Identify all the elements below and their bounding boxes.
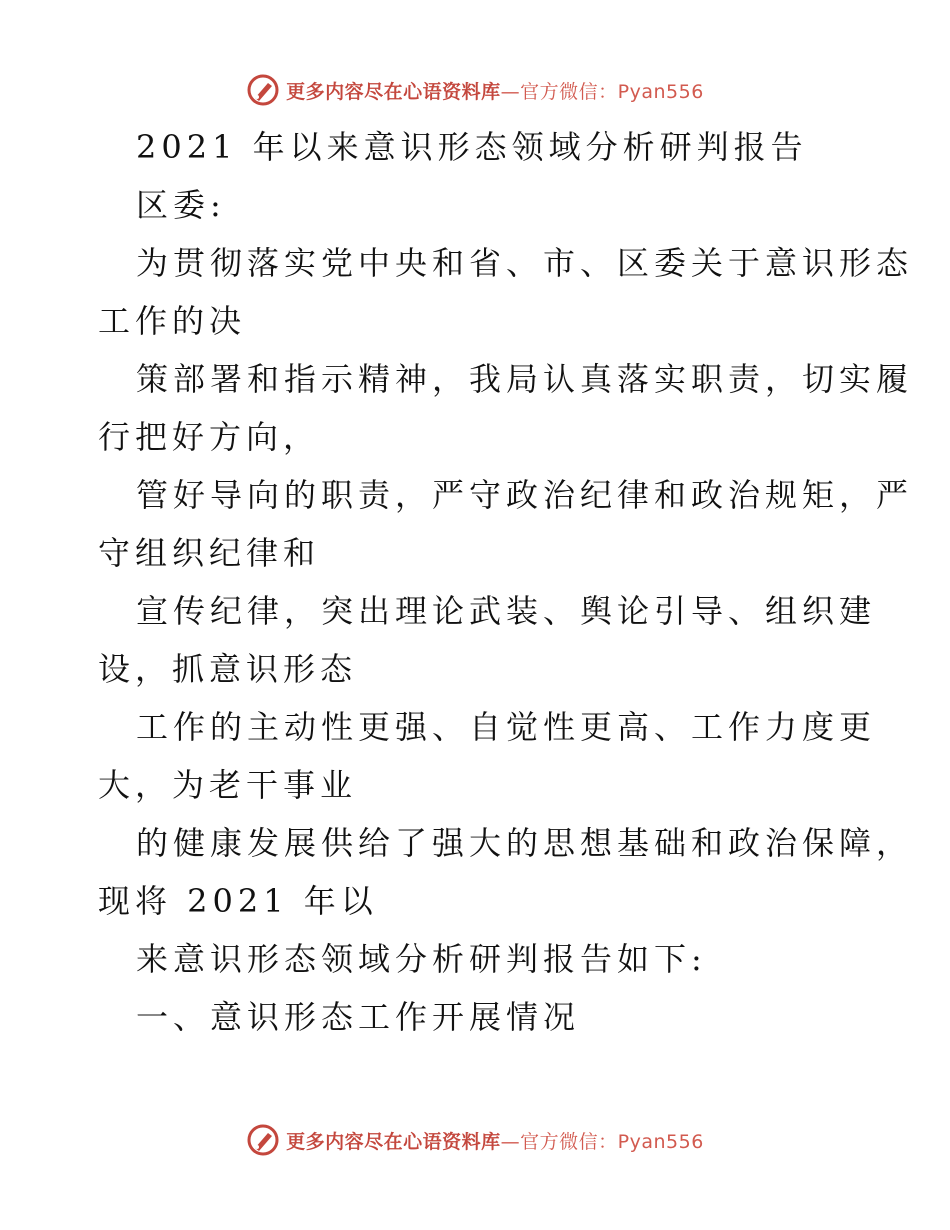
header-banner — [0, 70, 950, 110]
document-body — [98, 118, 914, 1046]
body-line-8: 设，抓意识形态 — [98, 650, 358, 688]
footer-banner-wechat: —官方微信：Pyan556 — [500, 1130, 704, 1153]
section-heading: 一、意识形态工作开展情况 — [136, 998, 581, 1036]
footer-banner — [0, 1120, 950, 1160]
body-line-1: 为贯彻落实党中央和省、市、区委关于意识形态 — [136, 244, 914, 282]
body-line-12: 现将 2021 年以 — [98, 882, 378, 920]
body-line-3: 策部署和指示精神，我局认真落实职责，切实履 — [136, 360, 914, 398]
body-line-13: 来意识形态领域分析研判报告如下: — [136, 940, 707, 978]
body-line-11: 的健康发展供给了强大的思想基础和政治保障， — [136, 824, 914, 862]
header-banner-title: 更多内容尽在心语资料库 — [286, 80, 501, 103]
body-line-9: 工作的主动性更强、自觉性更高、工作力度更 — [136, 708, 877, 746]
document-title: 2021 年以来意识形态领域分析研判报告 — [136, 128, 808, 166]
body-line-4: 行把好方向， — [98, 418, 321, 456]
footer-banner-text — [286, 1127, 704, 1154]
body-line-5: 管好导向的职责，严守政治纪律和政治规矩，严 — [136, 476, 914, 514]
body-line-7: 宣传纪律，突出理论武装、舆论引导、组织建 — [136, 592, 877, 630]
body-line-10: 大，为老干事业 — [98, 766, 358, 804]
pen-logo-icon — [246, 73, 280, 107]
salutation: 区委: — [136, 186, 226, 224]
body-line-6: 守组织纪律和 — [98, 534, 321, 572]
body-line-2: 工作的决 — [98, 302, 247, 340]
pen-logo-icon — [246, 1123, 280, 1157]
footer-banner-title: 更多内容尽在心语资料库 — [286, 1130, 501, 1153]
header-banner-text — [286, 77, 704, 104]
header-banner-wechat: —官方微信：Pyan556 — [500, 80, 704, 103]
